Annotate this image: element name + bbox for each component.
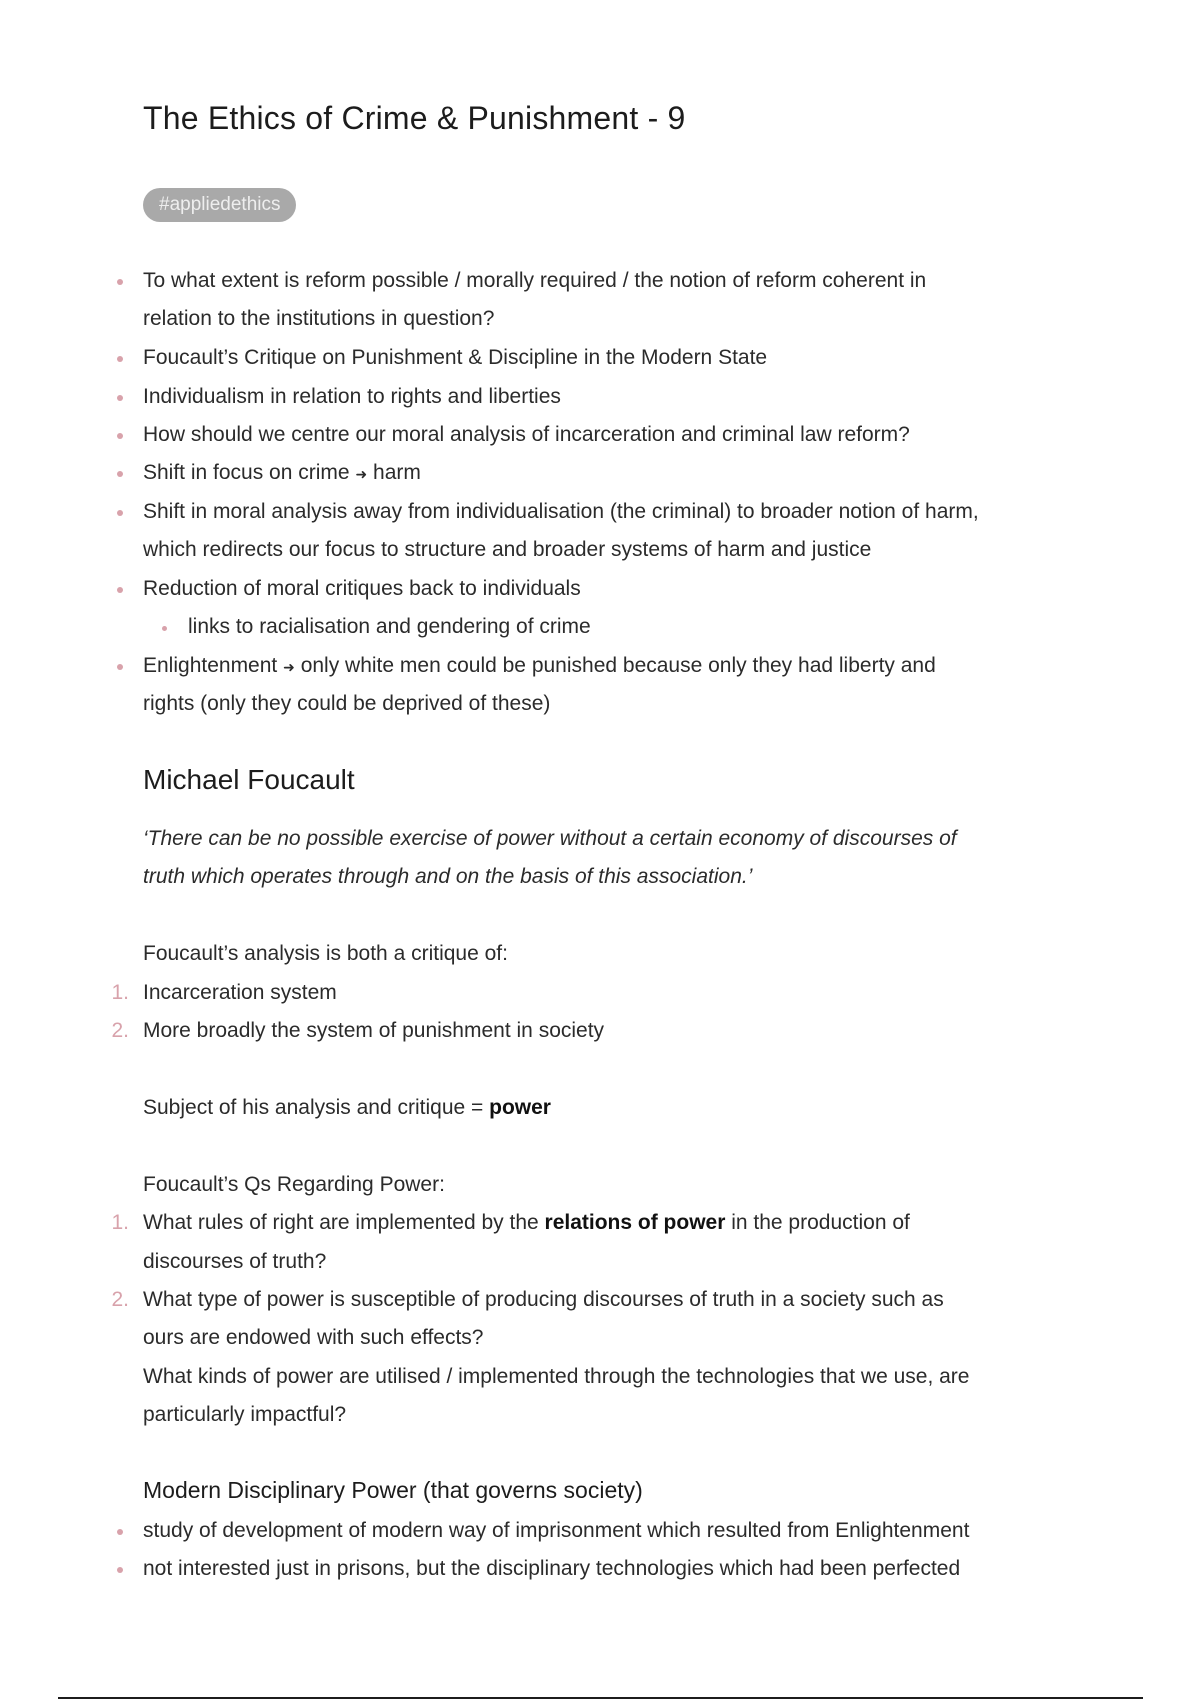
subject-bold: power <box>489 1096 551 1119</box>
numbered-item: Incarceration system <box>143 981 337 1004</box>
numbered-item <box>143 1210 910 1236</box>
numbered-item: What type of power is susceptible of producing discourses of truth in a society such as <box>143 1288 944 1311</box>
question-text: in the production of <box>725 1211 910 1234</box>
list-item <box>143 460 421 487</box>
list-number: 1. <box>111 981 129 1004</box>
list-item: Foucault’s Critique on Punishment & Discipline in the Modern State <box>143 346 768 369</box>
numbered-item: More broadly the system of punishment in society <box>143 1019 605 1042</box>
sub-list-item: links to racialisation and gendering of crime <box>188 615 591 638</box>
list-item-continuation: which redirects our focus to structure and broader systems of harm and justice <box>143 538 872 561</box>
list-item-text: Enlightenment <box>143 654 278 677</box>
bullet-dot <box>117 279 123 285</box>
page-title: The Ethics of Crime & Punishment - 9 <box>143 100 686 136</box>
bullet-dot <box>117 433 123 439</box>
numbered-item-continuation: discourses of truth? <box>143 1250 327 1273</box>
list-item: study of development of modern way of imprisonment which resulted from Enlightenment <box>143 1519 970 1542</box>
subject-text: Subject of his analysis and critique = <box>143 1096 490 1119</box>
bullet-dot <box>117 510 123 516</box>
list-item-continuation: relation to the institutions in question? <box>143 307 495 330</box>
section-heading-disciplinary: Modern Disciplinary Power (that governs society) <box>143 1477 643 1503</box>
sub-bullet-dot <box>162 626 167 631</box>
list-item-text: Shift in focus on crime <box>143 461 350 484</box>
list-item-continuation: rights (only they could be deprived of these) <box>143 692 551 715</box>
section-heading-foucault: Michael Foucault <box>143 764 355 795</box>
list-number: 2. <box>111 1288 129 1311</box>
list-item: not interested just in prisons, but the disciplinary technologies which had been perfected <box>143 1557 961 1580</box>
bullet-dot <box>117 1529 123 1535</box>
bullet-dot <box>117 471 123 477</box>
list-item: Reduction of moral critiques back to individuals <box>143 577 581 600</box>
bullet-dot <box>117 664 123 670</box>
list-item-text: only white men could be punished because only they had liberty and <box>300 654 936 677</box>
bullet-dot <box>117 395 123 401</box>
arrow-right-icon: ➜ <box>355 466 368 482</box>
quote-line: truth which operates through and on the basis of this association.’ <box>143 865 753 888</box>
arrow-right-icon: ➜ <box>283 659 295 675</box>
list-number: 2. <box>111 1019 129 1042</box>
bullet-dot <box>117 587 123 593</box>
questions-intro: Foucault’s Qs Regarding Power: <box>143 1173 445 1196</box>
list-item: To what extent is reform possible / morally required / the notion of reform coherent in <box>143 269 927 292</box>
bullet-dot <box>117 356 123 362</box>
bullet-dot <box>117 1567 123 1573</box>
numbered-item-continuation: What kinds of power are utilised / implemented through the technologies that we use, are <box>143 1365 970 1388</box>
list-item-text: harm <box>373 461 421 484</box>
numbered-item-continuation: ours are endowed with such effects? <box>143 1326 484 1349</box>
list-item <box>143 653 936 680</box>
subject-line <box>143 1095 551 1121</box>
quote-line: ‘There can be no possible exercise of power without a certain economy of discourses of <box>143 827 957 850</box>
hashtag-badge[interactable]: #appliedethics <box>143 188 296 222</box>
list-item: Shift in moral analysis away from individualisation (the criminal) to broader notion of harm, <box>143 500 979 523</box>
list-item: Individualism in relation to rights and liberties <box>143 385 561 408</box>
list-number: 1. <box>111 1211 129 1234</box>
list-item: How should we centre our moral analysis of incarceration and criminal law reform? <box>143 423 910 446</box>
numbered-item-continuation: particularly impactful? <box>143 1403 347 1426</box>
page-divider <box>58 1697 1143 1699</box>
question-text: What rules of right are implemented by the <box>143 1211 545 1234</box>
question-bold: relations of power <box>544 1211 726 1234</box>
critique-intro: Foucault’s analysis is both a critique of: <box>143 942 508 965</box>
